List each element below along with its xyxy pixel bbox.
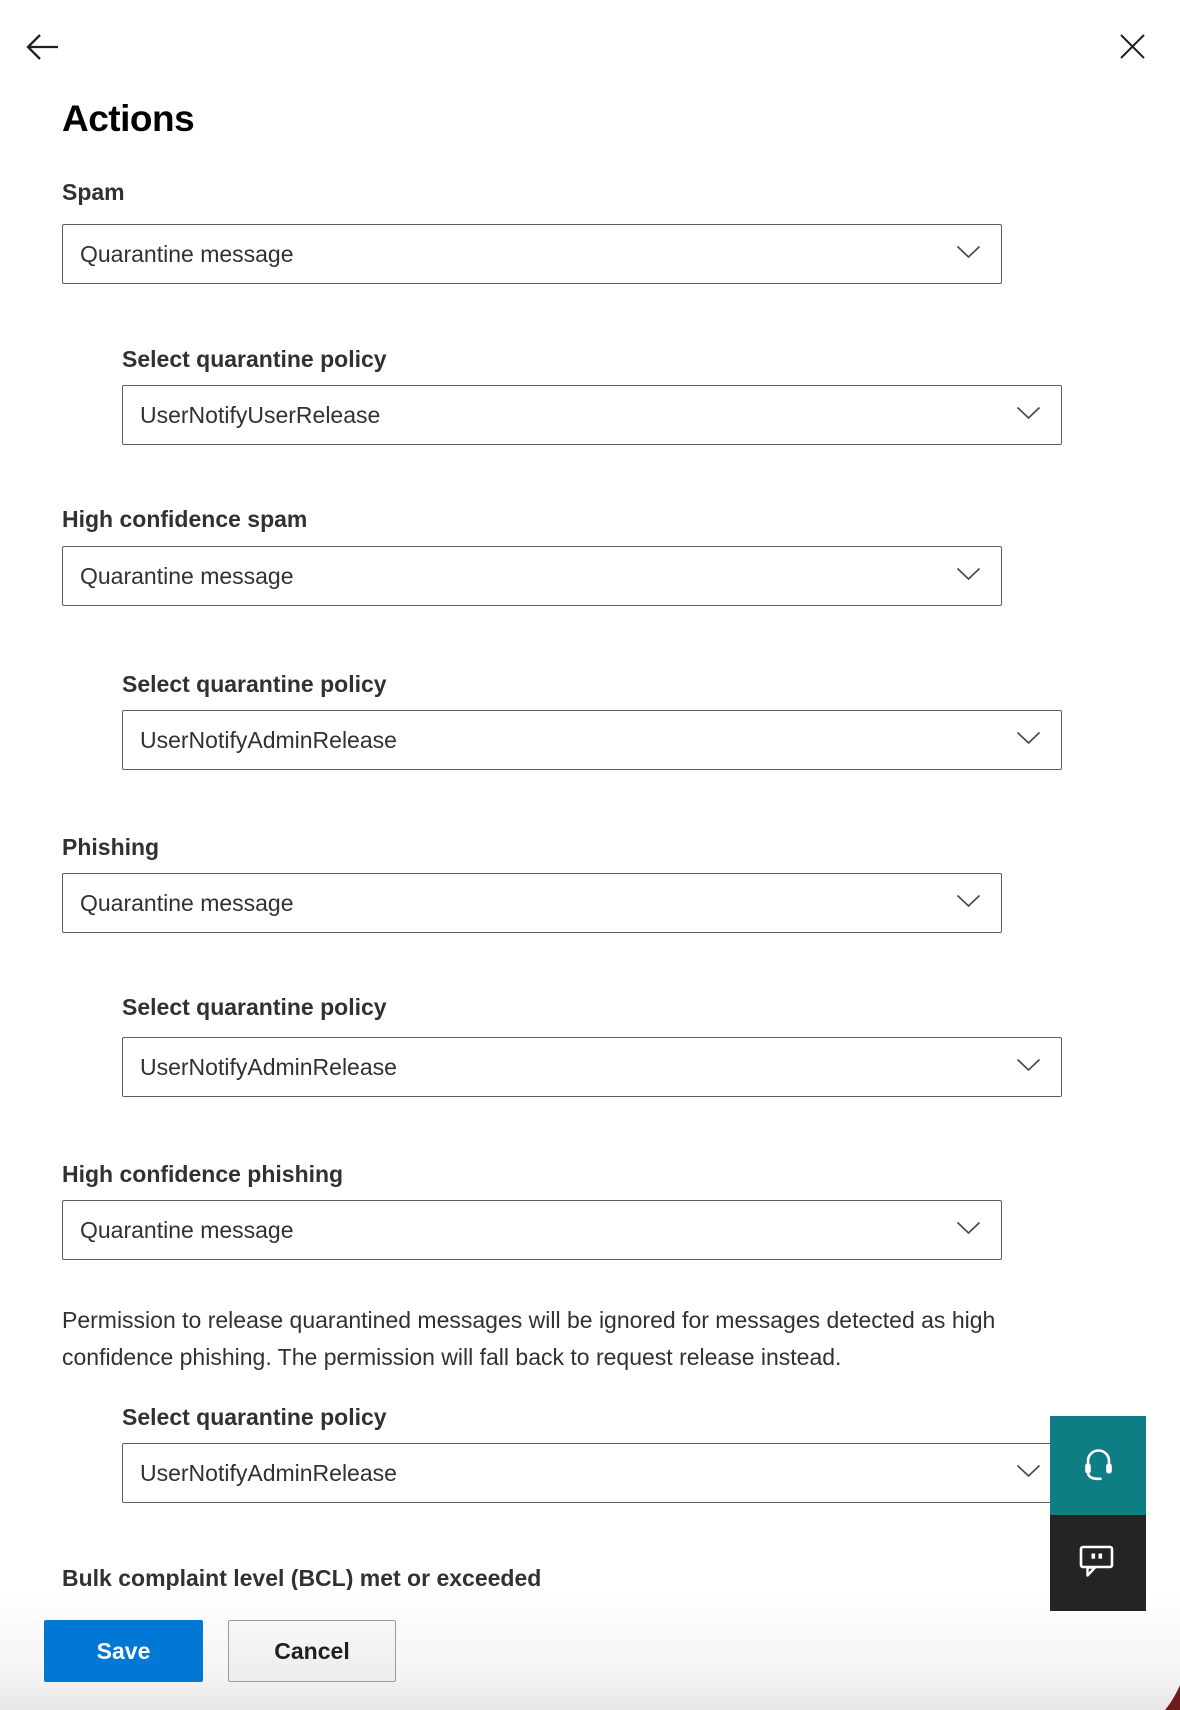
chevron-down-icon (1016, 406, 1041, 425)
chevron-down-icon (956, 1221, 981, 1240)
help-widget-button[interactable] (1050, 1416, 1146, 1515)
hcp-permission-note: Permission to release quarantined messages will be ignored for messages detected as high confidence phishing. The permission will fall back to request release instead. (62, 1307, 996, 1370)
hcp-quarantine-policy-dropdown[interactable] (122, 1443, 1062, 1503)
phishing-quarantine-policy-label: Select quarantine policy (122, 994, 387, 1020)
chevron-down-icon (1016, 1058, 1041, 1077)
phishing-action-dropdown[interactable] (62, 873, 1002, 933)
spam-action-dropdown[interactable] (62, 224, 1002, 284)
high-confidence-spam-action-dropdown[interactable] (62, 546, 1002, 606)
back-button[interactable] (20, 26, 64, 70)
high-confidence-spam-action-value: Quarantine message (80, 562, 294, 589)
chevron-down-icon (956, 245, 981, 264)
bulk-complaint-level-label: Bulk complaint level (BCL) met or exceeded (62, 1565, 542, 1590)
high-confidence-phishing-action-dropdown[interactable] (62, 1200, 1002, 1260)
hcs-quarantine-policy-value: UserNotifyAdminRelease (140, 726, 397, 753)
phishing-quarantine-policy-value: UserNotifyAdminRelease (140, 1053, 397, 1080)
hcp-quarantine-policy-label: Select quarantine policy (122, 1404, 387, 1430)
chat-bubble-icon (1078, 1544, 1118, 1583)
phishing-label: Phishing (62, 834, 160, 860)
high-confidence-spam-label: High confidence spam (62, 506, 308, 532)
spam-quarantine-policy-label: Select quarantine policy (122, 346, 387, 372)
spam-label: Spam (62, 179, 125, 205)
chevron-down-icon (956, 894, 981, 913)
phishing-quarantine-policy-dropdown[interactable] (122, 1037, 1062, 1097)
bulk-complaint-level-label-clipped (62, 1565, 822, 1590)
footer-bar (0, 1590, 1180, 1710)
spam-action-value: Quarantine message (80, 240, 294, 267)
close-button[interactable] (1110, 26, 1154, 70)
hcs-quarantine-policy-dropdown[interactable] (122, 710, 1062, 770)
headset-icon (1077, 1443, 1119, 1488)
close-icon (1119, 33, 1146, 63)
chevron-down-icon (1016, 731, 1041, 750)
save-button[interactable]: Save (44, 1620, 203, 1682)
high-confidence-phishing-action-value: Quarantine message (80, 1216, 294, 1243)
corner-red-sliver (1165, 1685, 1180, 1710)
feedback-widget-button[interactable] (1050, 1515, 1146, 1611)
hcp-quarantine-policy-value: UserNotifyAdminRelease (140, 1459, 397, 1486)
spam-quarantine-policy-dropdown[interactable] (122, 385, 1062, 445)
chevron-down-icon (1016, 1464, 1041, 1483)
cancel-button[interactable]: Cancel (228, 1620, 396, 1682)
chevron-down-icon (956, 567, 981, 586)
arrow-left-icon (23, 30, 61, 67)
spam-quarantine-policy-value: UserNotifyUserRelease (140, 401, 381, 428)
page-title: Actions (62, 98, 195, 139)
phishing-action-value: Quarantine message (80, 889, 294, 916)
hcs-quarantine-policy-label: Select quarantine policy (122, 671, 387, 697)
high-confidence-phishing-label: High confidence phishing (62, 1161, 344, 1187)
